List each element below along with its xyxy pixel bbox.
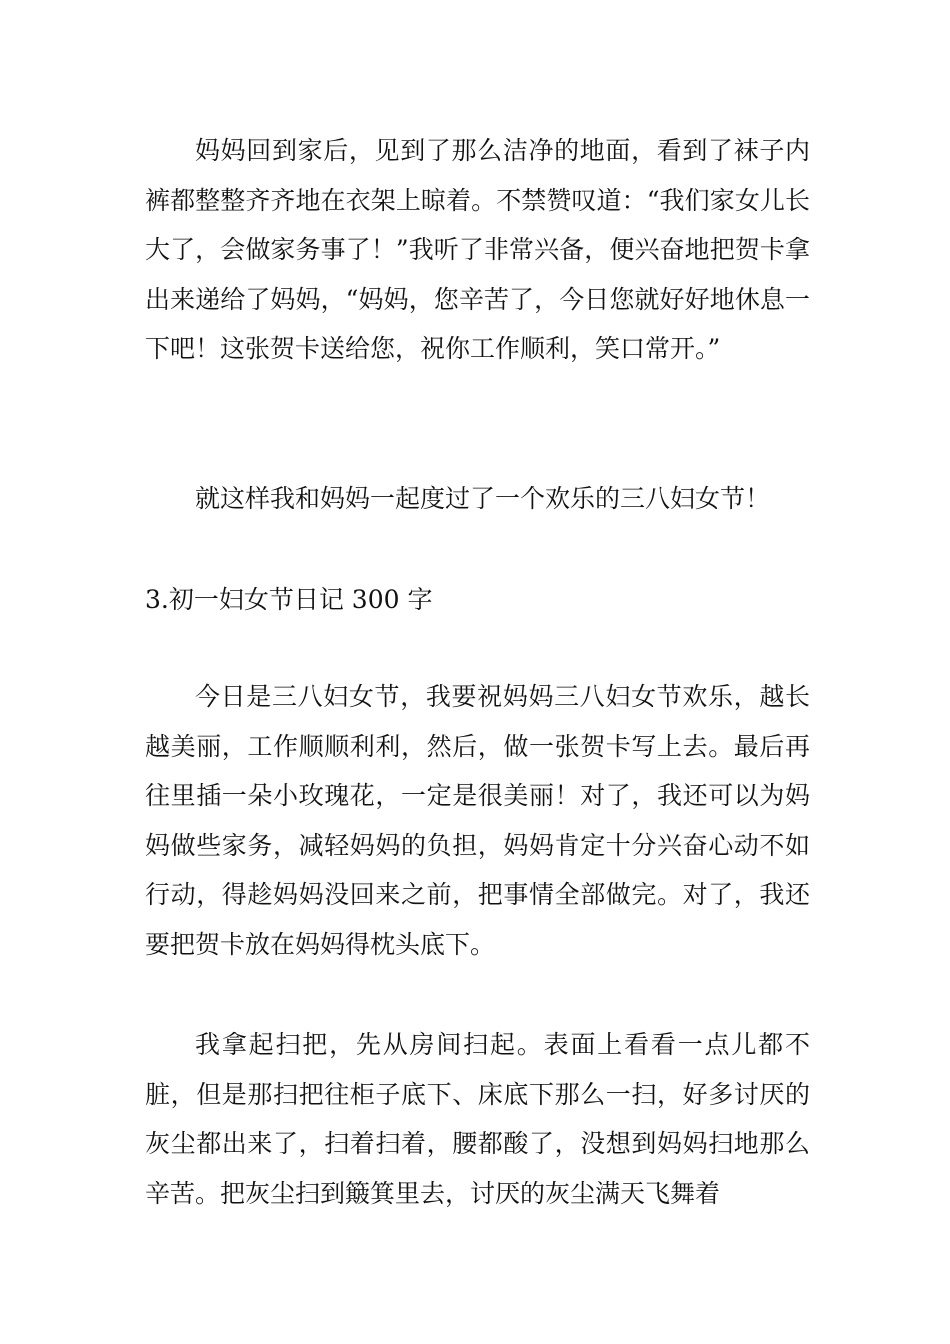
paragraph-sweeping: 我拿起扫把，先从房间扫起。表面上看看一点儿都不脏，但是那扫把往柜子底下、床底下那么一扫，好多讨厌的灰尘都出来了，扫着扫着，腰都酸了，没想到妈妈扫地那么辛苦。把灰尘扫到簸箕里去，讨厌的灰尘满天飞舞着 bbox=[145, 1030, 810, 1208]
paragraph-today-is-womens-day: 今日是三八妇女节，我要祝妈妈三八妇女节欢乐，越长越美丽，工作顺顺利利，然后，做一张贺卡写上去。最后再往里插一朵小玫瑰花，一定是很美丽！对了，我还可以为妈妈做些家务，减轻妈妈的负担，妈妈肯定十分兴奋心动不如行动，得趁妈妈没回来之前，把事情全部做完。对了，我还要把贺卡放在妈妈得枕头底下。 bbox=[145, 682, 810, 959]
section-heading: 3.初一妇女节日记 300 字 bbox=[145, 585, 433, 614]
paragraph-happy-womens-day: 就这样我和妈妈一起度过了一个欢乐的三八妇女节！ bbox=[195, 484, 771, 513]
paragraph-mother-returns: 妈妈回到家后，见到了那么洁净的地面，看到了袜子内 裤都整整齐齐地在衣架上晾着。不禁赞叹道：“我们家女儿长大了，会做家务事了！”我听了非常兴备，便兴奋地把贺卡拿出来递给了妈妈，“妈妈，您辛苦了，今日您就好好地休息一下吧！这张贺卡送给您，祝你工作顺利，笑口常开。” bbox=[145, 136, 810, 363]
